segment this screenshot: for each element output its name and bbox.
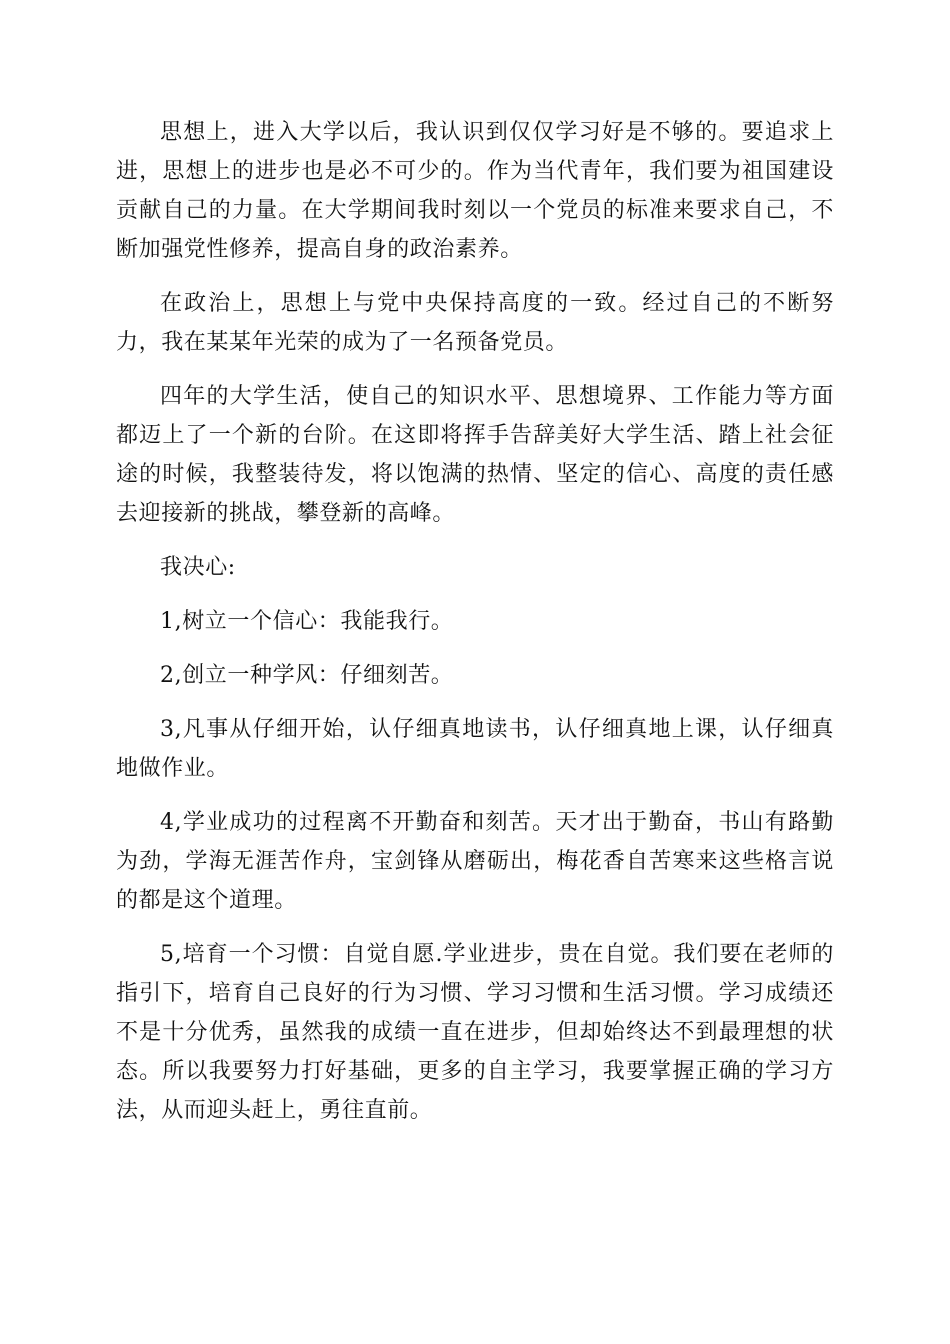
list-item-4: 4,学业成功的过程离不开勤奋和刻苦。天才出于勤奋，书山有路勤为劲，学海无涯苦作舟，宝剑锋从磨砺出，梅花香自苦寒来这些格言说的都是这个道理。	[116, 810, 834, 913]
list-item-3: 3,凡事从仔细开始，认仔细真地读书，认仔细真地上课，认仔细真地做作业。	[116, 717, 834, 781]
list-item-5: 5,培育一个习惯：自觉自愿.学业进步，贵在自觉。我们要在老师的指引下，培育自己良好的行为习惯、学习习惯和生活习惯。学习成绩还不是十分优秀，虽然我的成绩一直在进步，但却始终达不到最理想的状态。所以我要努力打好基础，更多的自主学习，我要掌握正确的学习方法，从而迎头赶上，勇往直前。	[116, 942, 834, 1123]
paragraph-politics: 在政治上，思想上与党中央保持高度的一致。经过自己的不断努力，我在某某年光荣的成为了一名预备党员。	[116, 291, 834, 355]
paragraph-resolve-heading: 我决心:	[160, 555, 236, 580]
list-item-1: 1,树立一个信心：我能我行。	[160, 609, 454, 634]
document-body	[116, 113, 834, 1145]
paragraph-university-life: 四年的大学生活，使自己的知识水平、思想境界、工作能力等方面都迈上了一个新的台阶。在这即将挥手告辞美好大学生活、踏上社会征途的时候，我整装待发，将以饱满的热情、坚定的信心、高度的责任感去迎接新的挑战，攀登新的高峰。	[116, 384, 834, 526]
list-item-2: 2,创立一种学风：仔细刻苦。	[160, 663, 454, 688]
paragraph-thought: 思想上，进入大学以后，我认识到仅仅学习好是不够的。要追求上进，思想上的进步也是必不可少的。作为当代青年，我们要为祖国建设贡献自己的力量。在大学期间我时刻以一个党员的标准来要求自己，不断加强党性修养，提高自身的政治素养。	[116, 120, 834, 262]
